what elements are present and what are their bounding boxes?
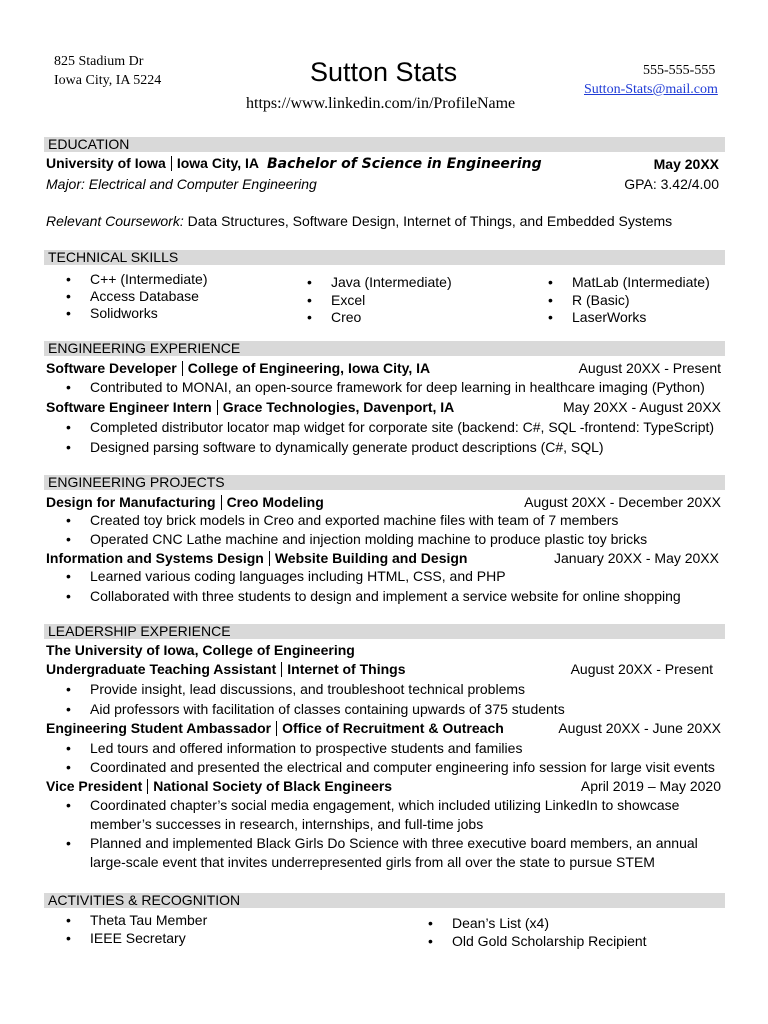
job-bullet: • Designed parsing software to dynamically generate product descriptions (C#, SQL) <box>90 439 604 455</box>
skill-item: • Creo <box>331 309 361 325</box>
address-line-1: 825 Stadium Dr <box>54 54 144 69</box>
project-title-line <box>46 550 467 566</box>
separator <box>281 662 282 677</box>
project-date: January 20XX - May 20XX <box>554 550 719 566</box>
role-title: Engineering Student Ambassador <box>46 720 272 736</box>
separator <box>182 361 183 376</box>
role-date: August 20XX - June 20XX <box>558 720 721 736</box>
project-title: Information and Systems Design <box>46 550 264 566</box>
leadership-org: The University of Iowa, College of Engineering <box>46 642 355 658</box>
role-bullet: • Provide insight, lead discussions, and troubleshoot technical problems <box>90 681 525 697</box>
skills-heading: TECHNICAL SKILLS <box>44 250 725 265</box>
skill-item: • Solidworks <box>90 305 158 321</box>
role-title-line <box>46 720 504 736</box>
skill-item: • MatLab (Intermediate) <box>572 274 710 290</box>
job-org: Grace Technologies, Davenport, IA <box>222 399 455 415</box>
role-org: National Society of Black Engineers <box>153 778 393 794</box>
email-link[interactable]: Sutton-Stats@mail.com <box>584 82 718 97</box>
phone-number: 555-555-555 <box>643 63 716 78</box>
job-bullet: • Completed distributor locator map widget for corporate site (backend: C#, SQL -frontend: TypeScript) <box>90 419 714 435</box>
role-title-line <box>46 778 392 794</box>
role-org: Internet of Things <box>287 661 406 677</box>
role-bullet-continued: large-scale event that invites underrepresented girls from all over the state to pursue STEM <box>90 854 655 870</box>
project-date: August 20XX - December 20XX <box>524 494 721 510</box>
coursework-label: Relevant Coursework: <box>46 213 184 229</box>
role-title: Vice President <box>46 778 143 794</box>
separator <box>171 156 172 171</box>
coursework <box>46 213 672 229</box>
job-date: May 20XX - August 20XX <box>563 399 721 415</box>
project-org: Website Building and Design <box>274 550 468 566</box>
role-bullet: • Led tours and offered information to prospective students and families <box>90 740 522 756</box>
separator <box>269 551 270 566</box>
skill-item: • LaserWorks <box>572 309 646 325</box>
role-date: August 20XX - Present <box>570 661 713 677</box>
separator <box>221 495 222 510</box>
role-bullet: • Planned and implemented Black Girls Do Science with three executive board members, an annual <box>90 835 698 851</box>
role-bullet-continued: member’s successes in research, internships, and full-time jobs <box>90 816 484 832</box>
school-name: University of Iowa <box>46 155 166 171</box>
role-title: Undergraduate Teaching Assistant <box>46 661 277 677</box>
skill-item: • R (Basic) <box>572 292 630 308</box>
skill-item: • Access Database <box>90 288 199 304</box>
project-title-line <box>46 494 324 510</box>
separator <box>147 779 148 794</box>
job-title: Software Developer <box>46 360 177 376</box>
leadership-heading: LEADERSHIP EXPERIENCE <box>44 624 725 639</box>
job-title: Software Engineer Intern <box>46 399 212 415</box>
project-bullet: • Learned various coding languages including HTML, CSS, and PHP <box>90 568 506 584</box>
candidate-name: Sutton Stats <box>310 57 458 87</box>
role-bullet: • Coordinated and presented the electrical and computer engineering info session for large visit events <box>90 759 715 775</box>
degree: Bachelor of Science in Engineering <box>267 156 542 172</box>
job-date: August 20XX - Present <box>578 360 721 376</box>
job-title-line <box>46 360 430 376</box>
project-title: Design for Manufacturing <box>46 494 216 510</box>
project-bullet: • Operated CNC Lathe machine and injection molding machine to produce plastic toy bricks <box>90 531 647 547</box>
activities-heading: ACTIVITIES & RECOGNITION <box>44 893 725 908</box>
job-org: College of Engineering, Iowa City, IA <box>187 360 431 376</box>
education-date: May 20XX <box>653 156 719 172</box>
school-location: Iowa City, IA <box>176 155 260 171</box>
role-date: April 2019 – May 2020 <box>580 778 721 794</box>
major: Major: Electrical and Computer Engineering <box>46 176 317 192</box>
project-bullet: • Created toy brick models in Creo and exported machine files with team of 7 members <box>90 512 618 528</box>
role-title-line <box>46 661 406 677</box>
activity-item: • Dean’s List (x4) <box>452 915 549 931</box>
skill-item: • C++ (Intermediate) <box>90 271 208 287</box>
gpa: GPA: 3.42/4.00 <box>624 176 719 192</box>
role-bullet: • Aid professors with facilitation of classes containing upwards of 375 students <box>90 701 565 717</box>
job-bullet: • Contributed to MONAI, an open-source framework for deep learning in healthcare imaging (Python) <box>90 379 705 395</box>
coursework-list: Data Structures, Software Design, Internet of Things, and Embedded Systems <box>183 213 673 229</box>
activity-item: • Old Gold Scholarship Recipient <box>452 933 647 949</box>
role-bullet: • Coordinated chapter’s social media engagement, which included utilizing LinkedIn to showcase <box>90 797 679 813</box>
job-title-line <box>46 399 454 415</box>
activity-item: • IEEE Secretary <box>90 930 186 946</box>
separator <box>217 400 218 415</box>
address-line-2: Iowa City, IA 5224 <box>54 73 162 88</box>
activity-item: • Theta Tau Member <box>90 912 207 928</box>
skill-item: • Excel <box>331 292 365 308</box>
role-org: Office of Recruitment & Outreach <box>282 720 504 736</box>
projects-heading: ENGINEERING PROJECTS <box>44 475 725 490</box>
skill-item: • Java (Intermediate) <box>331 274 452 290</box>
project-bullet: • Collaborated with three students to design and implement a service website for online shopping <box>90 588 681 604</box>
linkedin-url[interactable]: https://www.linkedin.com/in/ProfileName <box>246 95 516 112</box>
experience-heading: ENGINEERING EXPERIENCE <box>44 341 725 356</box>
education-heading: EDUCATION <box>44 137 725 152</box>
project-org: Creo Modeling <box>226 494 324 510</box>
education-school-line <box>46 155 542 172</box>
separator <box>276 721 277 736</box>
